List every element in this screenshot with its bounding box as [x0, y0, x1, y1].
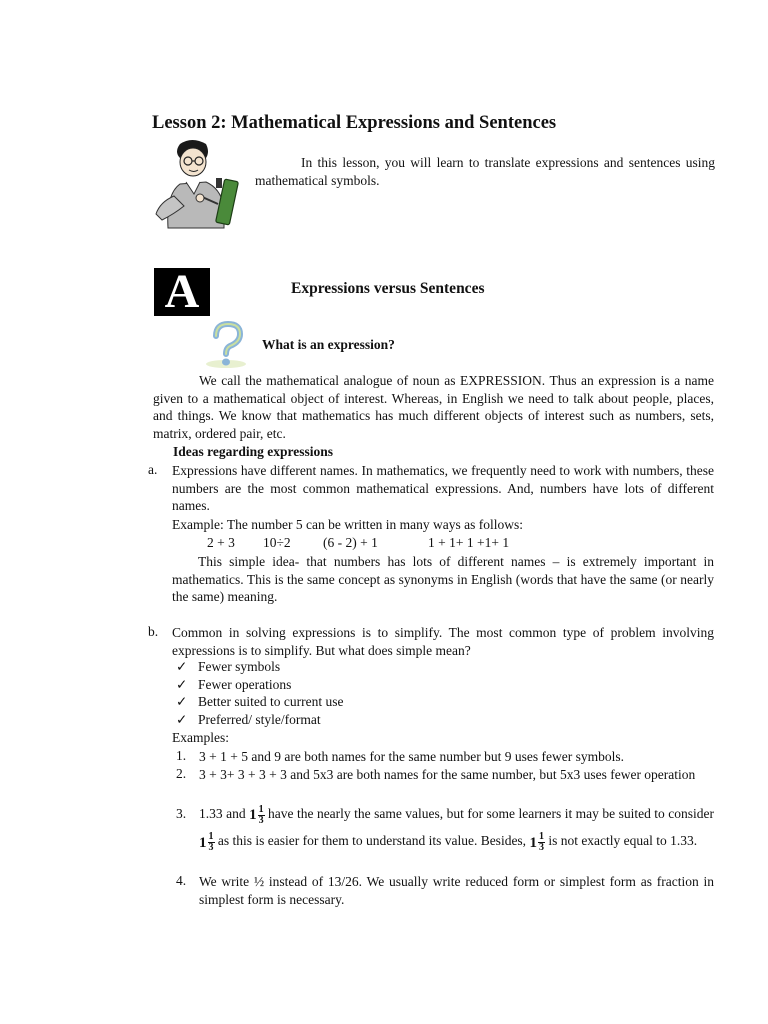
item-a-followup: [172, 553, 714, 606]
numbered-item-text: [199, 801, 714, 856]
checklist-text: Fewer symbols: [198, 659, 281, 674]
example-expression: (6 - 2) + 1: [323, 535, 378, 550]
intro-text: In this lesson, you will learn to translate expressions and sentences using mathematical symbols.: [255, 155, 715, 188]
text-segment: is not exactly equal to 1.33.: [548, 833, 698, 849]
checkmark-icon: ✓: [176, 659, 188, 674]
checkmark-icon: ✓: [176, 677, 188, 692]
list-number: 4.: [176, 873, 187, 888]
checklist-text: Fewer operations: [198, 677, 292, 692]
fraction-whole: 1: [199, 834, 207, 851]
example-expression: 1 + 1+ 1 +1+ 1: [428, 535, 510, 550]
teacher-illustration: [150, 136, 246, 232]
mixed-fraction: [249, 801, 265, 828]
list-number: 2.: [176, 766, 187, 781]
example-expression: 10÷2: [263, 535, 291, 550]
ideas-heading: Ideas regarding expressions: [173, 444, 334, 459]
checkmark-icon: ✓: [176, 694, 188, 709]
item-a-text: Expressions have different names. In mathematics, we frequently need to work with numbers, these numbers are the most common mathematical expressions. And, numbers have lots of different names.: [172, 463, 714, 513]
intro-paragraph: [255, 154, 715, 190]
fraction-numerator: 1: [258, 803, 264, 815]
checklist-item: [176, 712, 321, 728]
page-title: Lesson 2: Mathematical Expressions and Sentences: [152, 113, 557, 133]
checklist-text: Better suited to current use: [198, 694, 344, 709]
fraction-denominator: 3: [538, 842, 544, 854]
numbered-item-text: 3 + 3+ 3 + 3 + 3 and 5x3 are both names for the same number, but 5x3 uses fewer operation: [199, 767, 696, 782]
item-b-label: b.: [148, 624, 159, 639]
checklist-text: Preferred/ style/format: [198, 712, 321, 727]
mixed-fraction: [199, 829, 215, 856]
fraction-numerator: 1: [538, 831, 544, 843]
question-heading: What is an expression?: [262, 337, 395, 352]
section-heading: Expressions versus Sentences: [291, 280, 485, 297]
fraction-whole: 1: [249, 807, 257, 824]
checklist-item: [176, 677, 291, 693]
text-segment: as this is easier for them to understand its value. Besides,: [217, 833, 527, 849]
numbered-item-text: 3 + 1 + 5 and 9 are both names for the same number but 9 uses fewer symbols.: [199, 749, 625, 764]
paragraph-text: We call the mathematical analogue of noun as EXPRESSION. Thus an expression is a name given to a mathematical object of interest. Whereas, in English we need to talk about people, places, and things. We know that mathematics has much different objects of interest such as numbers, sets, matrix, ordered pair, etc.: [153, 373, 714, 441]
example-intro: Example: The number 5 can be written in many ways as follows:: [172, 517, 524, 532]
fraction-denominator: 3: [208, 842, 214, 854]
expression-definition-paragraph: [153, 372, 714, 442]
checklist-item: [176, 659, 280, 675]
section-badge: A: [154, 268, 210, 316]
example-expression: 2 + 3: [207, 535, 235, 550]
question-mark-icon: [200, 320, 252, 370]
text-segment: 1.33 and: [199, 806, 246, 821]
mixed-fraction: [529, 829, 545, 856]
list-number: 1.: [176, 748, 187, 763]
checkmark-icon: ✓: [176, 712, 188, 727]
numbered-item-text: We write ½ instead of 13/26. We usually write reduced form or simplest form as fraction in simplest form is necessary.: [199, 874, 714, 907]
checklist-item: [176, 694, 343, 710]
examples-label: Examples:: [172, 730, 229, 745]
list-number: 3.: [176, 806, 187, 821]
text-segment: have the nearly the same values, but for some learners it may be suited to consider: [268, 806, 715, 821]
item-a-label: a.: [148, 462, 158, 477]
fraction-whole: 1: [529, 834, 537, 851]
fraction-numerator: 1: [208, 831, 214, 843]
followup-text: This simple idea- that numbers has lots of different names – is extremely important in mathematics. This is the same concept as synonyms in English (words that have the same (or nearly the same) meaning.: [172, 554, 714, 604]
fraction-denominator: 3: [258, 814, 264, 826]
item-b-text: Common in solving expressions is to simplify. The most common type of problem involving expressions is to simplify. But what does simple mean?: [172, 625, 714, 658]
